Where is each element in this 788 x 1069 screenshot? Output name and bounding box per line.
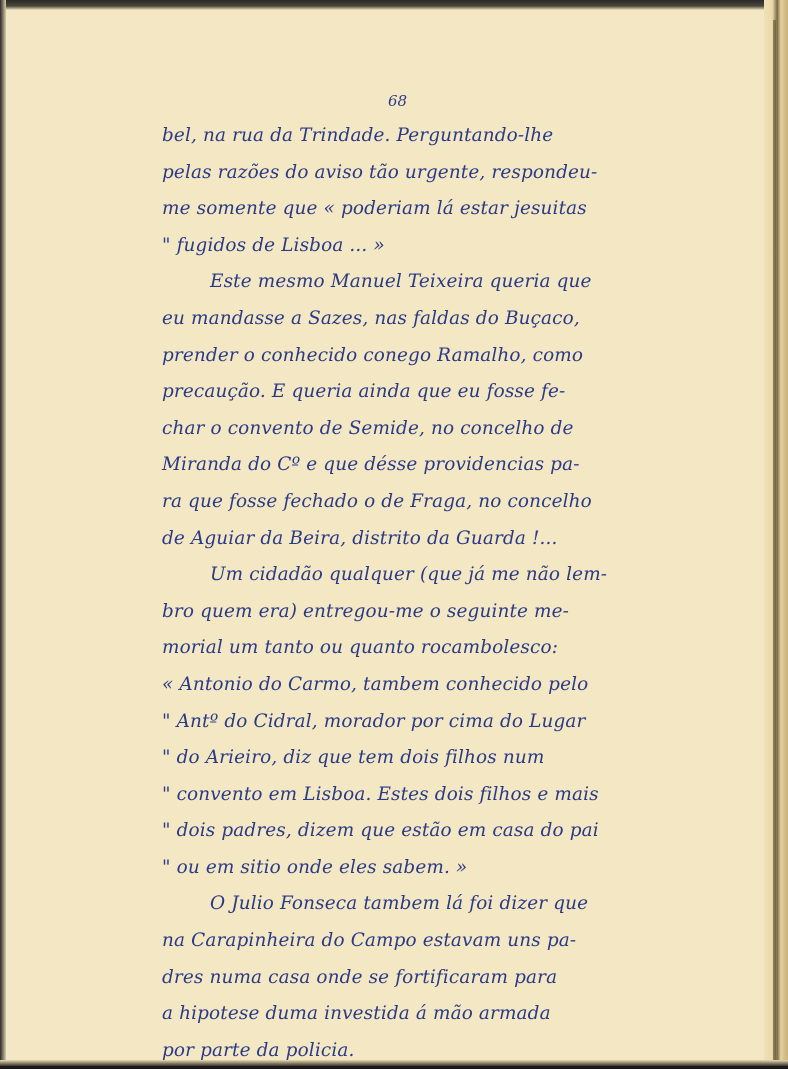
binding-edge — [764, 0, 788, 1066]
text-line: " dois padres, dizem que estão em casa do pai — [162, 820, 599, 842]
text-line: a hipotese duma investida á mão armada — [162, 1003, 551, 1025]
text-line: pelas razões do aviso tão urgente, respondeu- — [162, 161, 598, 183]
text-line: prender o conhecido conego Ramalho, como — [162, 344, 584, 366]
text-line: ra que fosse fechado o de Fraga, no concelho — [162, 490, 592, 512]
text-line: bel, na rua da Trindade. Perguntando-lhe — [162, 125, 554, 146]
text-line: « Antonio do Carmo, tambem conhecido pelo — [162, 673, 589, 695]
binding-shadow — [773, 20, 776, 1060]
text-line: precaução. E queria ainda que eu fosse fe- — [162, 381, 566, 403]
text-line: na Carapinheira do Campo estavam uns pa- — [162, 930, 577, 952]
text-line: por parte da policia. — [162, 1039, 355, 1061]
page-left-edge — [0, 0, 6, 1066]
text-line: me somente que « poderiam lá estar jesuitas — [162, 198, 587, 220]
text-line: " Antº do Cidral, morador por cima do Lugar — [162, 710, 586, 732]
text-line: char o convento de Semide, no concelho de — [162, 417, 574, 439]
text-line: eu mandasse a Sazes, nas faldas do Buçaco, — [162, 307, 580, 329]
text-line: " fugidos de Lisboa ... » — [162, 234, 385, 256]
text-line: " ou em sitio onde eles sabem. » — [162, 856, 468, 878]
handwritten-text-block — [162, 118, 662, 1069]
text-line: " convento em Lisboa. Estes dois filhos e mais — [162, 783, 599, 805]
text-line: O Julio Fonseca tambem lá foi dizer que — [210, 893, 589, 915]
text-line: bro quem era) entregou-me o seguinte me- — [162, 600, 570, 622]
text-line: Este mesmo Manuel Teixeira queria que — [210, 271, 592, 293]
text-line: de Aguiar da Beira, distrito da Guarda !... — [162, 527, 558, 549]
text-line: Um cidadão qualquer (que já me não lem- — [210, 564, 608, 586]
text-line: " do Arieiro, diz que tem dois filhos num — [162, 747, 545, 769]
page-number: 68 — [388, 92, 408, 110]
text-line: morial um tanto ou quanto rocambolesco: — [162, 637, 559, 659]
page-top-edge — [0, 0, 788, 10]
text-line: dres numa casa onde se fortificaram para — [162, 966, 558, 988]
text-line: Miranda do Cº e que désse providencias pa- — [162, 454, 580, 476]
